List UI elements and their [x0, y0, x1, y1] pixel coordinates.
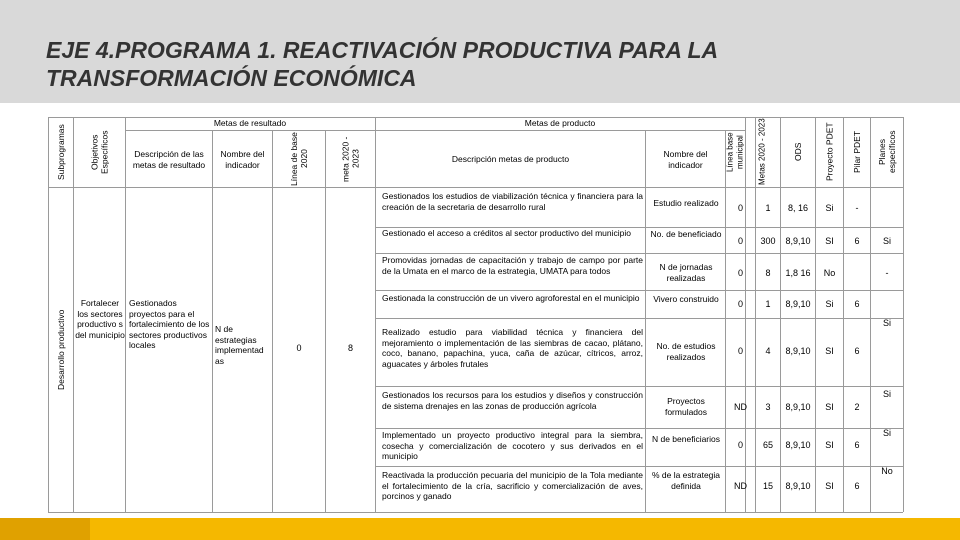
row-divider [375, 386, 903, 387]
table-bottom-border [48, 512, 903, 513]
header-linea-base-municipal: Línea base municipal [725, 132, 745, 172]
row-5-pdet: SI [825, 402, 834, 412]
row-2-planes: - [885, 268, 889, 278]
row-0-pilar: - [855, 203, 859, 213]
row-3-indicador: Vivero construido [653, 294, 719, 304]
row-2-descripcion: Promovidas jornadas de capacitación y trabajo de campo por parte de la Umata en el marco de la estrategia, UMATA para todos [382, 255, 643, 276]
header-bottom-border [48, 187, 903, 188]
header-metas-producto: Metas de producto [524, 118, 596, 129]
row-5-linea-base: ND [734, 402, 747, 412]
row-7-planes: No [881, 466, 893, 476]
page-title: EJE 4.PROGRAMA 1. REACTIVACIÓN PRODUCTIVA PARA LA TRANSFORMACIÓN ECONÓMICA [46, 37, 718, 91]
header-indicador-producto: Nombre del indicador [663, 149, 708, 170]
header-indicador-resultado: Nombre del indicador [220, 149, 265, 170]
row-5-meta: 3 [765, 402, 771, 412]
row-7-descripcion: Reactivada la producción pecuaria del municipio de la Tola mediante el fortalecimiento de la cría, sacrificio y comercialización de aves, porcinos y ganado [382, 470, 643, 501]
row-7-meta: 15 [762, 481, 773, 491]
row-2-meta: 8 [765, 268, 771, 278]
row-divider [375, 290, 903, 291]
row-1-descripcion: Gestionado el acceso a créditos al sector productivo del municipio [382, 228, 631, 238]
row-3-pdet: Si [825, 299, 834, 309]
row-1-ods: 8,9,10 [785, 236, 811, 246]
col-border [272, 130, 273, 512]
meta-resultado-descripcion: Gestionados proyectos para el fortalecimiento de los sectores productivos locales [129, 298, 210, 350]
row-5-indicador: Proyectos formulados [664, 396, 708, 417]
row-1-indicador: No. de beneficiado [650, 229, 722, 239]
row-divider [375, 466, 903, 467]
row-3-pilar: 6 [854, 299, 860, 309]
row-7-pilar: 6 [854, 481, 860, 491]
row-7-linea-base: ND [734, 481, 747, 491]
row-3-planes [871, 299, 903, 311]
row-2-ods: 1,8 16 [785, 268, 811, 278]
subprograma-cell: Desarrollo productivo [56, 309, 66, 391]
row-3-descripcion: Gestionada la construcción de un vivero agroforestal en el municipio [382, 293, 640, 303]
row-0-planes [871, 203, 903, 215]
row-0-indicador: Estudio realizado [653, 198, 719, 208]
header-meta-2020-2023: meta 2020 - 2023 [340, 136, 361, 182]
header-ods: ODS [793, 142, 803, 162]
row-1-linea-base: 0 [737, 236, 743, 246]
footer-band [0, 518, 960, 540]
row-6-planes: Si [882, 428, 891, 438]
row-2-indicador: N de jornadas realizadas [659, 262, 713, 283]
row-6-indicador: N de beneficiarios [651, 434, 721, 444]
row-1-pilar: 6 [854, 236, 860, 246]
row-3-ods: 8,9,10 [785, 299, 811, 309]
row-divider [375, 253, 903, 254]
header-objetivos: Objetivos Específicos [89, 130, 110, 174]
row-7-pdet: SI [825, 481, 834, 491]
row-5-pilar: 2 [854, 402, 860, 412]
header-desc-metas-producto: Descripción metas de producto [451, 154, 570, 165]
row-6-meta: 65 [762, 440, 773, 450]
header-metas-2020-2023: Metas 2020 - 2023 [757, 118, 767, 186]
row-0-linea-base: 0 [737, 203, 743, 213]
row-4-indicador: No. de estudios realizados [656, 341, 716, 362]
row-4-linea-base: 0 [737, 346, 743, 356]
header-pilar-pdet: Pilar PDET [852, 130, 862, 174]
row-1-planes: Si [882, 236, 891, 246]
row-0-descripcion: Gestionados los estudios de viabilización técnica y financiera para la creación de la secretaria de desarrollo rural [382, 191, 643, 212]
row-0-ods: 8, 16 [787, 203, 809, 213]
row-4-ods: 8,9,10 [785, 346, 811, 356]
row-6-pdet: SI [825, 440, 834, 450]
row-2-pdet: No [823, 268, 836, 278]
header-planes-especificos: Planes específicos [877, 130, 897, 174]
header-linea-base-2020: Línea de base 2020 [289, 132, 309, 186]
row-0-pdet: Si [825, 203, 834, 213]
row-6-pilar: 6 [854, 440, 860, 450]
row-divider [375, 428, 903, 429]
row-1-pdet: SI [825, 236, 834, 246]
row-3-meta: 1 [765, 299, 771, 309]
col-border [903, 117, 904, 512]
row-7-indicador: % de la estrategia definida [651, 470, 721, 491]
col-border [645, 130, 646, 512]
row-0-meta: 1 [765, 203, 771, 213]
row-4-planes: Si [882, 318, 891, 328]
row-2-pilar [844, 268, 870, 280]
row-2-linea-base: 0 [737, 268, 743, 278]
row-6-ods: 8,9,10 [785, 440, 811, 450]
col-border [212, 130, 213, 512]
meta-resultado-indicador: N de estrategias implementad as [215, 324, 264, 366]
header-proyecto-pdet: Proyecto PDET [824, 122, 835, 182]
row-4-pilar: 6 [854, 346, 860, 356]
row-5-planes: Si [882, 389, 891, 399]
col-border [725, 130, 726, 512]
row-6-linea-base: 0 [737, 440, 743, 450]
row-5-ods: 8,9,10 [785, 402, 811, 412]
row-6-descripcion: Implementado un proyecto productivo integral para la siembra, cosecha y comercialización de cocotero y sus derivados en el municipio [382, 430, 643, 461]
meta-resultado-meta: 8 [347, 343, 353, 353]
row-4-pdet: SI [825, 346, 834, 356]
row-4-descripcion: Realizado estudio para viabilidad técnica y financiera del mejoramiento o implementación de las siembras de cacao, plátano, coco, banano, papachina, yuca, caña de azúcar, cítricos, arroz, aguacates y árboles frutales [382, 327, 643, 369]
header-subprogramas: Subprogramas [56, 124, 66, 180]
metas-producto-divider [375, 130, 745, 131]
col-border [325, 130, 326, 512]
header-desc-metas-resultado: Descripción de las metas de resultado [132, 149, 206, 170]
row-divider [375, 318, 903, 319]
meta-resultado-linea-base: 0 [296, 343, 302, 353]
row-1-meta: 300 [760, 236, 776, 246]
row-7-ods: 8,9,10 [785, 481, 811, 491]
row-3-linea-base: 0 [737, 299, 743, 309]
header-metas-resultado: Metas de resultado [213, 118, 287, 129]
objetivo-cell: Fortalecer los sectores productivo s del municipio [75, 298, 125, 340]
row-4-meta: 4 [765, 346, 771, 356]
row-5-descripcion: Gestionados los recursos para los estudios y diseños y construcción de sistema drenajes en las zonas de producción agrícola [382, 390, 643, 411]
